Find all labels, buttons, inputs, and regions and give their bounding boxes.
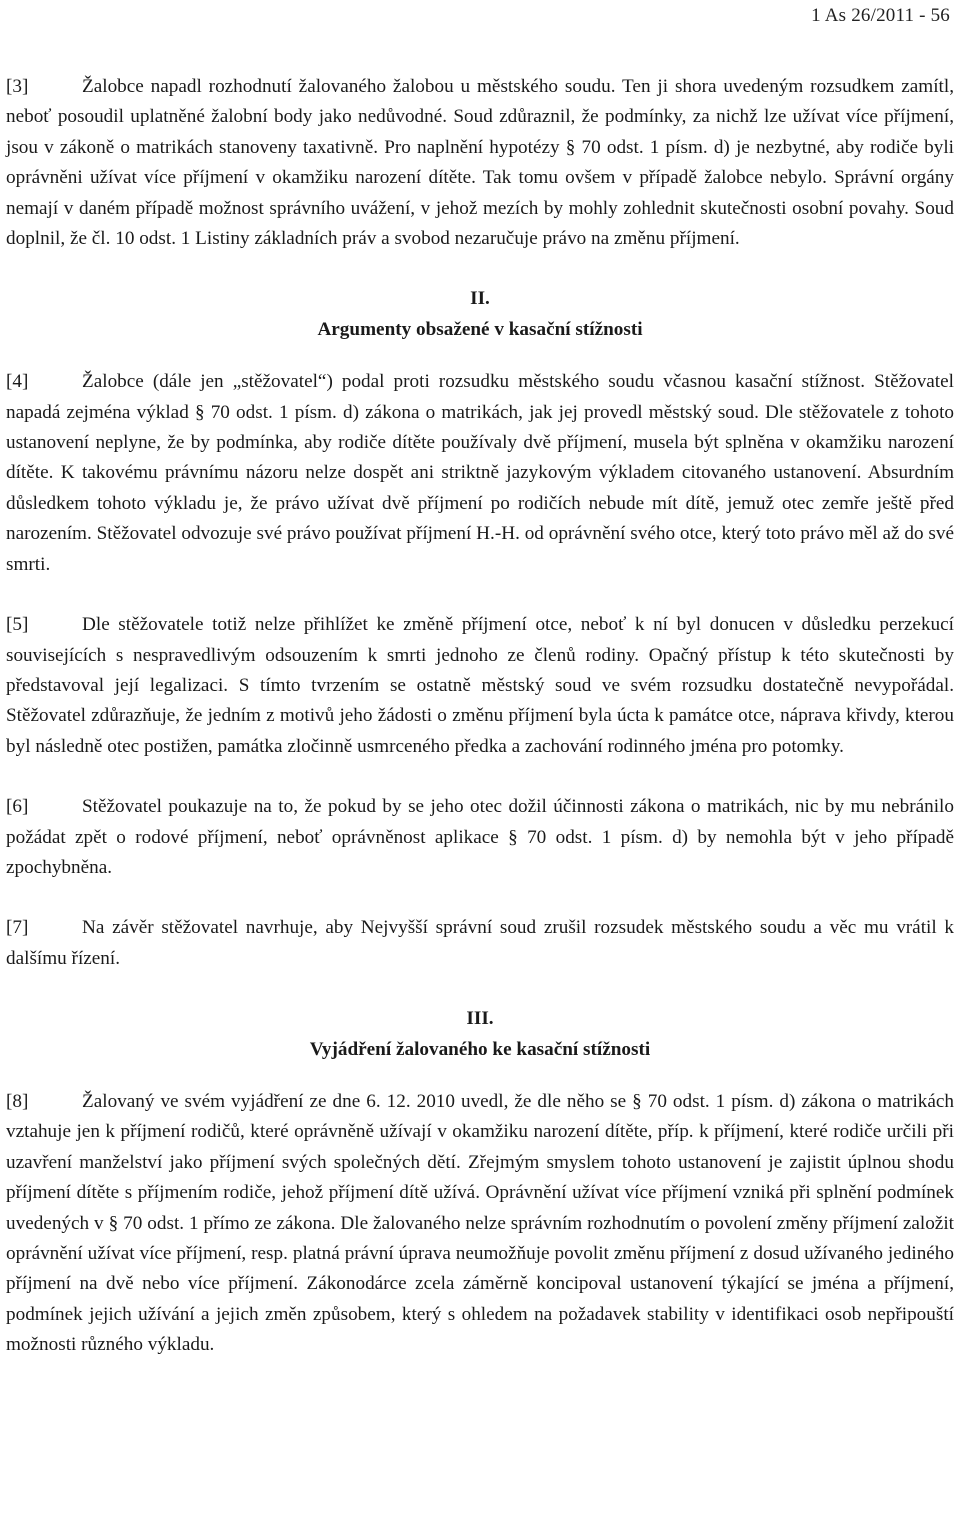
paragraph-text: Žalovaný ve svém vyjádření ze dne 6. 12. 2010 uvedl, že dle něho se § 70 odst. 1 písm. d) zákona o matrikách vztahuje jen k příjmení rodičů, které oprávněně užívají v okamžiku narození dítěte, příp. k příjmení, které rodiče určili při uzavření manželství jako příjmení svých společných dětí. Zřejmým smyslem tohoto ustanovení je zajistit úplnou shodu příjmení dítěte s příjmením rodiče, jehož příjmení dítě užívá. Oprávnění užívat více příjmení vzniká při splnění podmínek uvedených v § 70 odst. 1 přímo ze zákona. Dle žalovaného nelze správním rozhodnutím o povolení změny příjmení založit oprávnění užívat více příjmení, resp. platná právní úprava neumožňuje povolit změnu příjmení z dosud užívaného jediného příjmení na dvě nebo více příjmení. Zákonodárce zcela záměrně koncipoval ustanovení týkající se jména a příjmení, podmínek jejich užívání a jejich změn způsobem, který s ohledem na požadavek stability v identifikaci osob nepřipouští možnosti různého výkladu. xyxy=(6,1090,954,1356)
document-body xyxy=(6,72,954,1391)
paragraph-text: Žalobce (dále jen „stěžovatel“) podal proti rozsudku městského soudu včasnou kasační stížnost. Stěžovatel napadá zejména výklad § 70 odst. 1 písm. d) zákona o matrikách, jak jej provedl městský soud. Dle stěžovatele z tohoto ustanovení neplyne, že by podmínka, aby rodiče dítěte používaly dvě příjmení, musela být splněna v okamžiku narození dítěte. K takovému právnímu názoru nelze dospět ani striktně jazykovým výkladem citovaného ustanovení. Absurdním důsledkem tohoto výkladu je, že právo užívat dvě příjmení po rodičích nebude mít dítě, jemuž otec zemře ještě před narozením. Stěžovatel odvozuje své právo používat příjmení H.-H. od oprávnění svého otce, který toto právo měl až do své smrti. xyxy=(6,371,954,575)
section-heading-3 xyxy=(6,1004,954,1065)
paragraph-4 xyxy=(6,367,954,580)
section-roman-numeral: III. xyxy=(466,1008,494,1030)
paragraph-number: [8] xyxy=(6,1090,29,1112)
case-number-header: 1 As 26/2011 - 56 xyxy=(811,5,950,26)
paragraph-number: [7] xyxy=(6,917,29,939)
paragraph-7 xyxy=(6,913,954,974)
paragraph-text: Dle stěžovatele totiž nelze přihlížet ke změně příjmení otce, neboť k ní byl donucen v důsledku perzekucí souvisejících s nespravedlivým odsouzením k smrti jednoho ze členů rodiny. Opačný přístup k této skutečnosti by představoval její legalizaci. S tímto tvrzením se ostatně městský soud ve svém rozsudku dostatečně nevypořádal. Stěžovatel zdůrazňuje, že jedním z motivů jeho žádosti o změnu příjmení byla úcta k památce otce, náprava křivdy, kterou byl následně otec postižen, památka zločinně usmrceného předka a zachování rodinného jména pro potomky. xyxy=(6,614,954,757)
paragraph-text: Na závěr stěžovatel navrhuje, aby Nejvyšší správní soud zrušil rozsudek městského soudu a věc mu vrátil k dalšímu řízení. xyxy=(6,917,954,969)
section-roman-numeral: II. xyxy=(470,288,490,310)
paragraph-text: Stěžovatel poukazuje na to, že pokud by se jeho otec dožil účinnosti zákona o matrikách, nic by mu nebránilo požádat zpět o rodové příjmení, neboť oprávněnost aplikace § 70 odst. 1 písm. d) by nemohla být v jeho případě zpochybněna. xyxy=(6,796,954,878)
paragraph-number: [5] xyxy=(6,614,29,636)
paragraph-number: [3] xyxy=(6,76,29,97)
paragraph-number: [4] xyxy=(6,371,29,393)
section-title: Vyjádření žalovaného ke kasační stížnosti xyxy=(309,1038,651,1060)
paragraph-3 xyxy=(6,72,954,254)
paragraph-number: [6] xyxy=(6,796,29,818)
paragraph-text: Žalobce napadl rozhodnutí žalovaného žalobou u městského soudu. Ten ji shora uvedeným rozsudkem zamítl, neboť posoudil uplatněné žalobní body jako nedůvodné. Soud zdůraznil, že podmínky, za nichž lze užívat více příjmení, jsou v zákoně o matrikách stanoveny taxativně. Pro naplnění hypotézy § 70 odst. 1 písm. d) je nezbytné, aby rodiče byli oprávněni užívat více příjmení v okamžiku narození dítěte. Tak tomu ovšem v případě žalobce nebylo. Správní orgány nemají v daném případě možnost správního uvážení, v jehož mezích by mohly zohlednit skutečnosti osobní povahy. Soud doplnil, že čl. 10 odst. 1 Listiny základních práv a svobod nezaručuje právo na změnu příjmení. xyxy=(6,76,954,250)
paragraph-5 xyxy=(6,610,954,762)
paragraph-6 xyxy=(6,792,954,883)
section-title: Argumenty obsažené v kasační stížnosti xyxy=(317,318,643,340)
section-heading-2 xyxy=(6,284,954,345)
paragraph-8 xyxy=(6,1087,954,1361)
